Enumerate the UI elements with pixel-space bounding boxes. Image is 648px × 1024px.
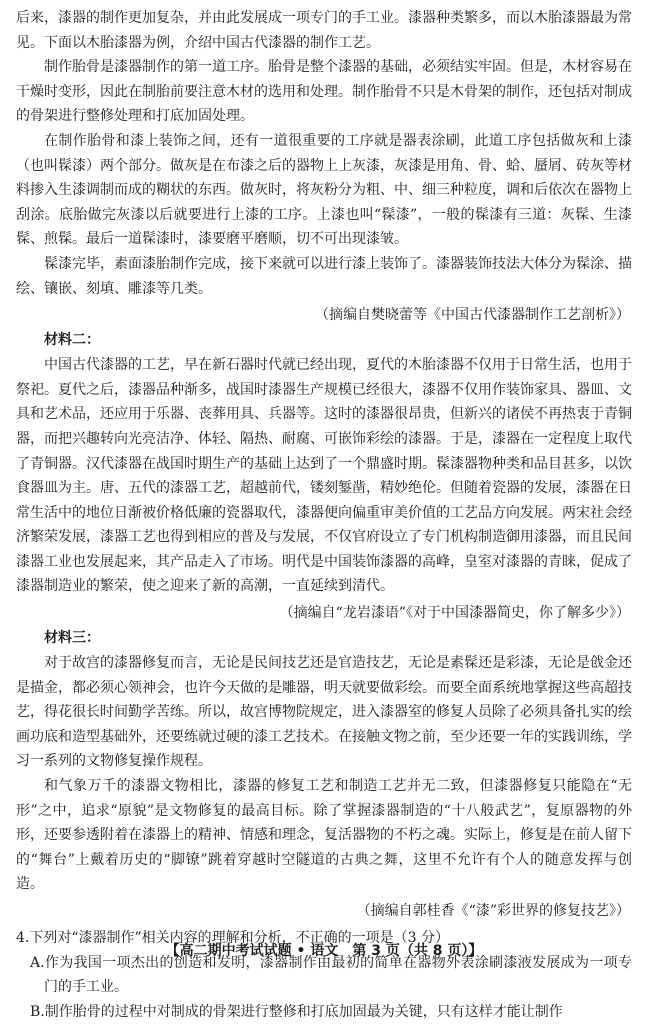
material2-heading: 材料二： [44,332,100,349]
material2-source: （摘编自“龙岩漆语”《对于中国漆器简史，你了解多少》） [279,605,630,622]
option-text: 制作胎骨的过程中对制成的骨架进行整修和打底加固最为关键，只有这样才能让制作 [44,1003,563,1020]
material3-heading: 材料三： [44,630,100,647]
question-4-option-b [16,1000,632,1024]
option-label: B. [30,1003,45,1020]
page-footer: 【高二期中考试试题 • 语文 第 3 页（共 8 页）】 [165,943,483,959]
material3-paragraph-2: 和气象万千的漆器文物相比，漆器的修复工艺和制造工艺并无二致，但漆器修复只能隐在“无形”之中，追求“原貌”是文物修复的最高目标。除了掌握漆器制造的“十八般武艺”，复原器物的外形，还要参透附着在漆器上的精神、情感和理念，复活器物的不朽之魂。实际上，修复是在前人留下的“舞台”上戴着历史的“脚镣”跳着穿越时空隧道的古典之舞，这里不允许有个人的随意发挥与创造。 [16,778,632,893]
material3-paragraph-1: 对于故宫的漆器修复而言，无论是民间技艺还是官造技艺，无论是素髹还是彩漆，无论是戗金还是描金，都必须心领神会，也许今天做的是雕器，明天就要做彩绘。而要全面系统地掌握这些高超技艺，得花很长时间勤学苦练。所以，故宫博物院规定，进入漆器室的修复人员除了必须具备扎实的绘画功底和造型基础外，还要练就过硬的漆工艺技术。在接触文物之前，至少还要一年的实践训练，学习一系列的文物修复操作规程。 [16,655,632,770]
material1-paragraph-3: 髹漆完毕，素面漆胎制作完成，接下来就可以进行漆上装饰了。漆器装饰技法大体分为髹涂、描绘、镶嵌、刻填、雕漆等几类。 [16,255,632,297]
option-text: 作为我国一项杰出的创造和发明，漆器制作由最初的简单在器物外表涂刷漆液发展成为一项专门的手工业。 [44,954,632,996]
question-4-stem: 4.下列对“漆器制作”相关内容的理解和分析，不正确的一项是（3 分） [16,930,450,946]
material1-paragraph-2: 在制作胎骨和漆上装饰之间，还有一道很重要的工序就是器表涂刷，此道工序包括做灰和上漆（也叫髹漆）两个部分。做灰是在布漆之后的器物上上灰漆，灰漆是用角、骨、蛤、蜃屑、砖灰等材料掺入生漆调制而成的糊状的东西。做灰时，将灰粉分为粗、中、细三种粒度，调和后依次在器物上刮涂。底胎做完灰漆以后就要进行上漆的工序。上漆也叫“髹漆”，一般的髹漆有三道：灰髹、生漆髹、煎髹。最后一道髹漆时，漆要磨平磨顺，切不可出现漆皱。 [16,132,632,248]
material1-source: （摘编自樊晓蕾等《中国古代漆器制作工艺剖析》） [315,307,630,324]
material2-paragraph-1: 中国古代漆器的工艺，早在新石器时代就已经出现，夏代的木胎漆器不仅用于日常生活，也用于祭祀。夏代之后，漆器品种渐多，战国时漆器生产规模已经很大，漆器不仅用作装饰家具、器皿、文具和艺术品，还应用于乐器、丧葬用具、兵器等。这时的漆器很昂贵，但新兴的诸侯不再热衷于青铜器，而把兴趣转向光亮洁净、体轻、隔热、耐腐、可嵌饰彩绘的漆器。于是，漆器在一定程度上取代了青铜器。汉代漆器在战国时期生产的基础上达到了一个鼎盛时期。髹漆器物种类和品目甚多，以饮食器皿为主。唐、五代的漆器工艺，超越前代，镂刻錾凿，精妙绝伦。但随着瓷器的发展，漆器在日常生活中的地位日渐被价格低廉的瓷器取代，漆器便向偏重审美价值的工艺品方向发展。两宋社会经济繁荣发展，漆器工艺也得到相应的普及与发展，不仅官府设立了专门机构制造御用漆器，而且民间漆器工业也发展起来，其产品走入了市场。明代是中国装饰漆器的高峰，皇室对漆器的青睐，促成了漆器制造业的繁荣，使之迎来了新的高潮，一直延续到清代。 [16,357,632,595]
option-label: A. [30,954,45,971]
material3-source: （摘编自郭桂香《“漆”彩世界的修复技艺》） [356,903,630,919]
material1-paragraph-1: 制作胎骨是漆器制作的第一道工序。胎骨是整个漆器的基础，必须结实牢固。但是，木材容易在干燥时变形，因此在制胎前要注意木材的选用和处理。制作胎骨不只是木骨架的制作，还包括对制成的骨架进行整修处理和打底加固处理。 [16,59,632,125]
material1-paragraph-0: 后来，漆器的制作更加复杂，并由此发展成一项专门的手工业。漆器种类繁多，而以木胎漆器最为常见。下面以木胎漆器为例，介绍中国古代漆器的制作工艺。 [16,10,632,51]
